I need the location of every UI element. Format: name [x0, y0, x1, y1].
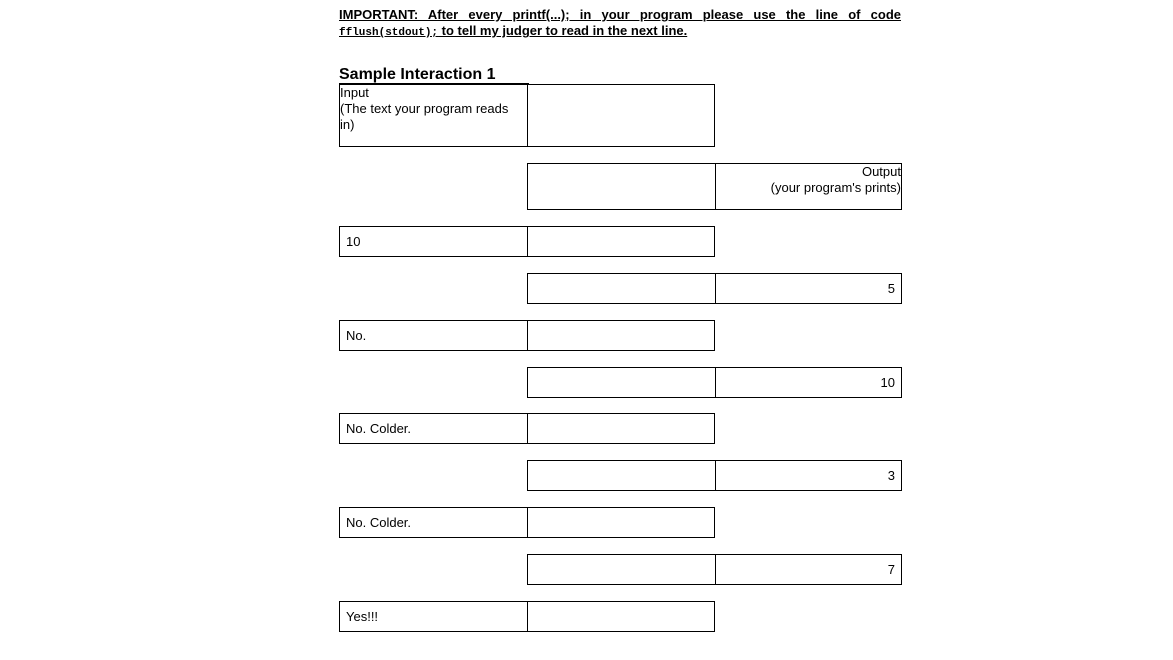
- output-text: 5: [887, 281, 895, 296]
- interaction-row: [339, 413, 715, 444]
- column-divider: [527, 601, 528, 632]
- fflush-code: fflush(stdout);: [339, 27, 439, 39]
- input-header-line-2: (The text your program reads: [340, 101, 509, 116]
- column-divider: [715, 163, 716, 210]
- column-divider: [527, 320, 528, 351]
- input-header-line-1: Input: [340, 85, 369, 100]
- column-divider: [527, 413, 528, 444]
- note-line-2: [339, 23, 901, 41]
- interaction-row: [339, 226, 715, 257]
- column-divider: [527, 226, 528, 257]
- section-heading: Sample Interaction 1: [339, 66, 496, 83]
- column-divider: [527, 84, 528, 147]
- column-divider: [527, 507, 528, 538]
- interaction-row: [527, 554, 902, 585]
- output-text: 3: [887, 468, 895, 483]
- column-divider: [715, 367, 716, 398]
- input-header-box: [339, 84, 715, 147]
- output-text: 7: [887, 562, 895, 577]
- important-note: [339, 7, 901, 41]
- column-divider: [715, 273, 716, 304]
- output-header-box: [527, 163, 902, 210]
- interaction-row: [527, 460, 902, 491]
- input-text: No. Colder.: [346, 421, 412, 436]
- input-text: 10: [346, 234, 361, 249]
- input-text: No.: [346, 328, 367, 343]
- input-header-line-3: in): [340, 117, 355, 132]
- interaction-row: [339, 601, 715, 632]
- note-line-1: IMPORTANT: After every printf(...); in your program please use the line of code: [339, 7, 901, 22]
- output-text: 10: [880, 375, 895, 390]
- input-text: No. Colder.: [346, 515, 412, 530]
- input-text: Yes!!!: [346, 609, 379, 624]
- input-header: [340, 85, 520, 133]
- output-header-line-1: Output: [861, 164, 901, 179]
- column-divider: [715, 460, 716, 491]
- note-line-2-text: to tell my judger to read in the next line.: [438, 23, 688, 38]
- column-divider: [715, 554, 716, 585]
- interaction-row: [339, 320, 715, 351]
- interaction-row: [527, 273, 902, 304]
- interaction-row: [339, 507, 715, 538]
- output-header-line-2: (your program's prints): [770, 180, 901, 195]
- interaction-row: [527, 367, 902, 398]
